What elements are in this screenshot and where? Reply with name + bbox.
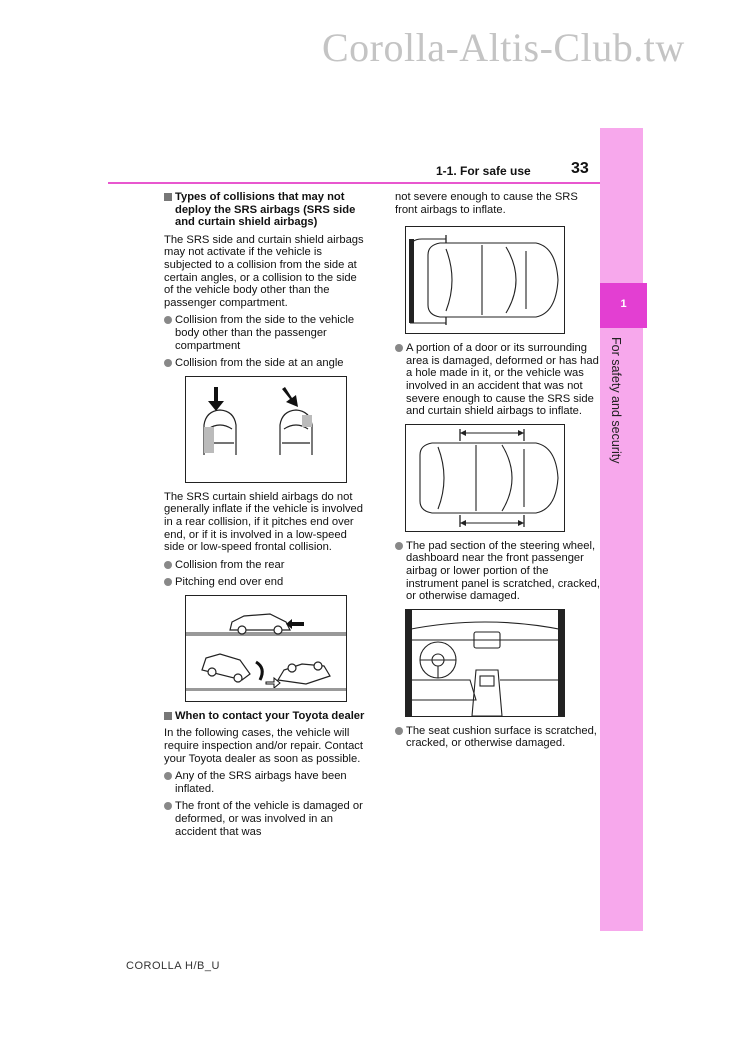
bullet-icon	[164, 578, 172, 586]
left-column	[164, 191, 369, 843]
list-item: The front of the vehicle is damaged or deformed, or was involved in an accident that was	[164, 800, 369, 838]
dashboard-figure	[405, 609, 565, 717]
list-item: A portion of a door or its surrounding area is damaged, deformed or has had a hole made in it, or the vehicle was involved in an accident that was not severe enough to cause the SRS side and curtain shield airbags to inflate.	[395, 342, 600, 418]
page-number: 33	[571, 160, 589, 177]
list-item: The seat cushion surface is scratched, cracked, or otherwise damaged.	[395, 725, 600, 750]
door-damage-figure	[405, 424, 565, 532]
watermark: Corolla-Altis-Club.tw	[322, 25, 685, 70]
list-item: Collision from the side at an angle	[164, 357, 369, 370]
paragraph: The SRS curtain shield airbags do not generally inflate if the vehicle is involved in a rear collision, if it pitches end over end, or if it is involved in a low-speed side or low-speed frontal collision.	[164, 490, 363, 554]
heading-contact-dealer: When to contact your Toyota dealer	[164, 710, 369, 723]
list-item: The pad section of the steering wheel, dashboard near the front passenger airbag or lower portion of the instrument panel is scratched, cracked, or otherwise damaged.	[395, 540, 600, 603]
bullet-icon	[164, 561, 172, 569]
right-column	[395, 191, 600, 755]
footer-model: COROLLA H/B_U	[126, 960, 220, 972]
paragraph-continued: not severe enough to cause the SRS front airbags to inflate.	[395, 191, 578, 216]
list-item: Any of the SRS airbags have been inflated.	[164, 770, 369, 795]
front-damage-figure	[405, 226, 565, 334]
section-title: 1-1. For safe use	[436, 164, 531, 178]
bullet-icon	[164, 359, 172, 367]
paragraph: The SRS side and curtain shield airbags may not activate if the vehicle is subjected to a collision from the side at certain angles, or a collision to the side of the vehicle body other than the passenger compartment.	[164, 233, 364, 309]
bullet-icon	[395, 542, 403, 550]
rear-and-rollover-figure	[185, 595, 347, 702]
list-item: Pitching end over end	[164, 576, 369, 589]
list-item: Collision from the rear	[164, 559, 369, 572]
bullet-icon	[164, 772, 172, 780]
chapter-label: For safety and security	[609, 337, 623, 464]
bullet-icon	[164, 802, 172, 810]
bullet-icon	[164, 316, 172, 324]
heading-collision-types: Types of collisions that may not deploy the SRS airbags (SRS side and curtain shield airbags)	[164, 191, 369, 229]
bullet-icon	[395, 727, 403, 735]
side-collision-figure	[185, 376, 347, 483]
list-item: Collision from the side to the vehicle body other than the passenger compartment	[164, 314, 369, 352]
bullet-icon	[395, 344, 403, 352]
header-rule	[108, 182, 600, 184]
chapter-number[interactable]: 1	[600, 283, 647, 328]
paragraph: In the following cases, the vehicle will require inspection and/or repair. Contact your Toyota dealer as soon as possible.	[164, 727, 364, 765]
